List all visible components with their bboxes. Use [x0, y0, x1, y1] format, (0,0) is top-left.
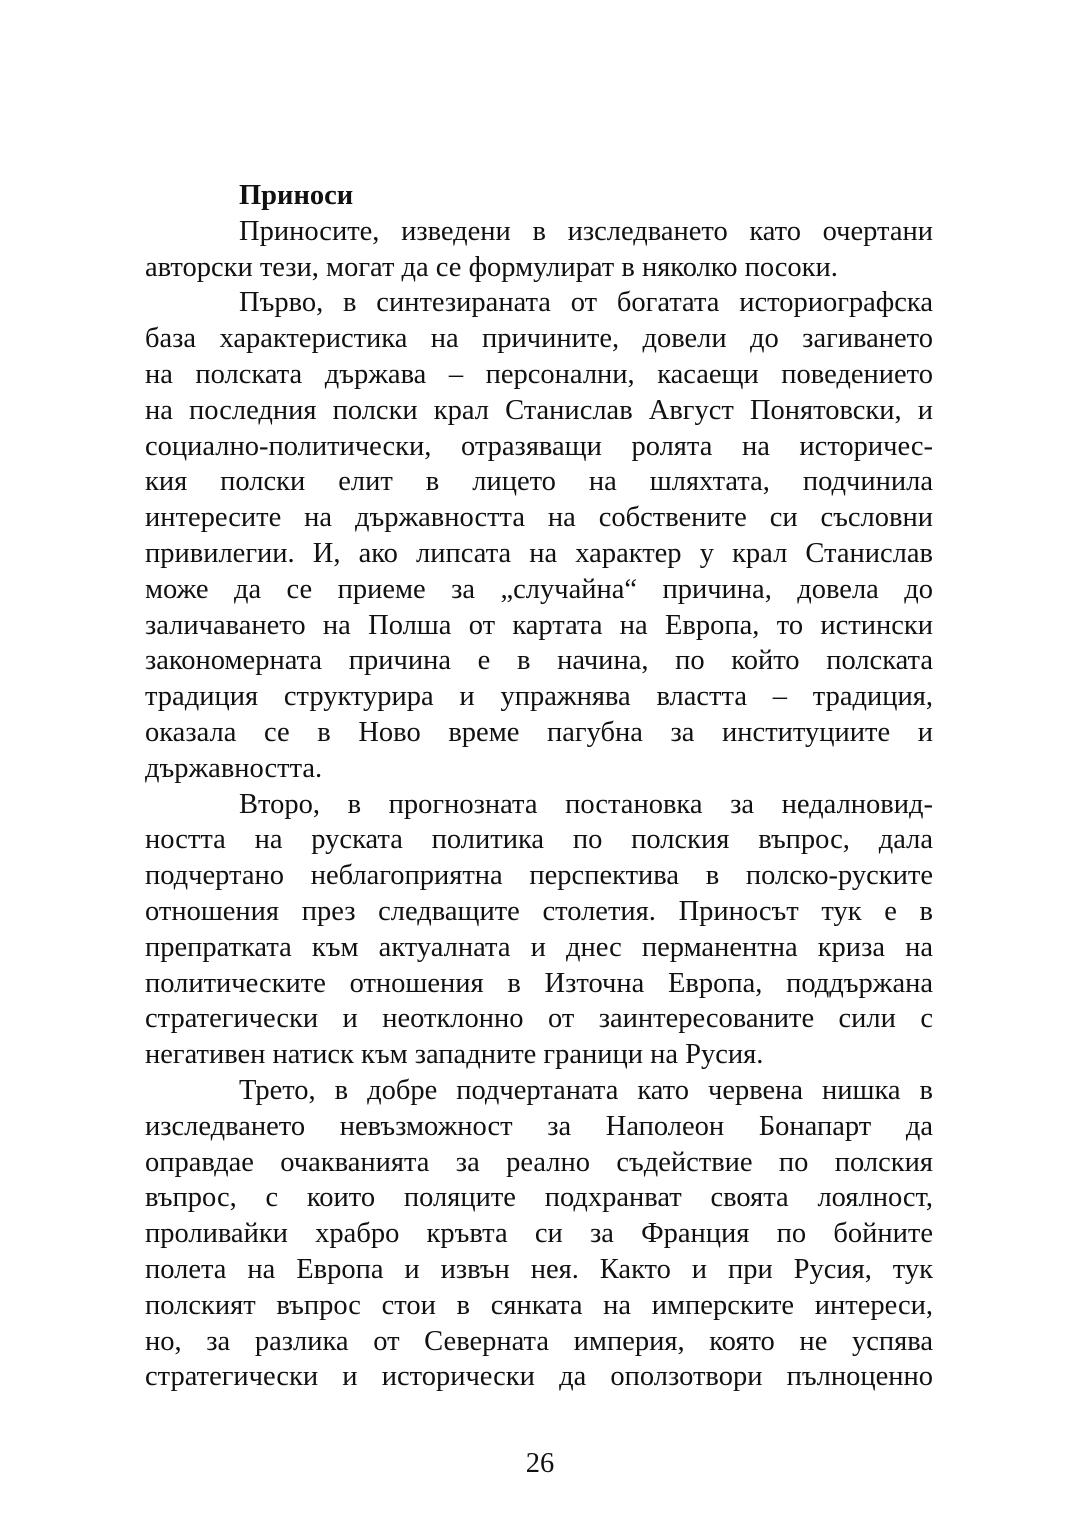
page-body [145, 178, 933, 1395]
text-line: но, за разлика от Северната империя, която не успява [145, 1325, 933, 1357]
text-line: може да се приеме за „случайна“ причина, довела до [145, 573, 933, 605]
text-line: Приносите, изведени в изследването като очертани [239, 215, 933, 247]
text-line: негативен натиск към западните граници на Русия. [145, 1039, 764, 1071]
text-line: полета на Европа и извън нея. Както и при Русия, тук [145, 1253, 933, 1285]
paragraph-first [145, 285, 933, 786]
text-line: стратегически и исторически да оползотвори пълноценно [145, 1361, 933, 1393]
text-line: полският въпрос стои в сянката на имперските интереси, [145, 1289, 933, 1321]
text-line: социално-политически, отразяващи ролята на историчес- [145, 430, 933, 462]
text-line: проливайки храбро кръвта си за Франция по бойните [145, 1218, 933, 1250]
text-line: база характеристика на причините, довели до загиването [145, 323, 933, 355]
paragraph-third [145, 1073, 933, 1395]
text-line: на последния полски крал Станислав Август Понятовски, и [145, 394, 933, 426]
text-line: изследването невъзможност за Наполеон Бонапарт да [145, 1110, 933, 1142]
text-line: препратката към актуалната и днес перманентна криза на [145, 931, 933, 963]
text-line: Второ, в прогнозната постановка за недалновид- [239, 788, 933, 820]
text-line: Първо, в синтезираната от богатата историографска [239, 287, 933, 319]
paragraph-intro [145, 214, 933, 286]
text-line: авторски тези, могат да се формулират в няколко посоки. [145, 251, 838, 283]
text-line: оправдае очакванията за реално съдействие по полския [145, 1146, 933, 1178]
text-line: оказала се в Ново време пагубна за институциите и [145, 716, 933, 748]
text-line: отношения през следващите столетия. Приносът тук е в [145, 895, 933, 927]
text-line: Трето, в добре подчертаната като червена нишка в [239, 1074, 933, 1106]
paragraph-second [145, 787, 933, 1073]
text-line: въпрос, с които поляците подхранват своята лоялност, [145, 1182, 933, 1214]
text-line: ността на руската политика по полския въпрос, дала [145, 824, 933, 856]
text-line: политическите отношения в Източна Европа, поддържана [145, 967, 933, 999]
text-line: стратегически и неотклонно от заинтересованите сили с [145, 1003, 933, 1035]
text-line: кия полски елит в лицето на шляхтата, подчинила [145, 466, 933, 498]
section-heading: Приноси [239, 180, 354, 211]
text-line: привилегии. И, ако липсата на характер у крал Станислав [145, 537, 933, 569]
text-line: заличаването на Полша от картата на Европа, то истински [145, 609, 933, 641]
text-line: на полската държава – персонални, касаещи поведението [145, 358, 933, 390]
page-number: 26 [525, 1448, 555, 1479]
text-line: подчертано неблагоприятна перспектива в полско-руските [145, 860, 933, 892]
text-line: закономерната причина е в начина, по който полската [145, 645, 933, 677]
text-line: интересите на държавността на собствените си съсловни [145, 502, 933, 534]
text-line: традиция структурира и упражнява властта – традиция, [145, 681, 933, 713]
text-line: държавността. [145, 752, 323, 784]
